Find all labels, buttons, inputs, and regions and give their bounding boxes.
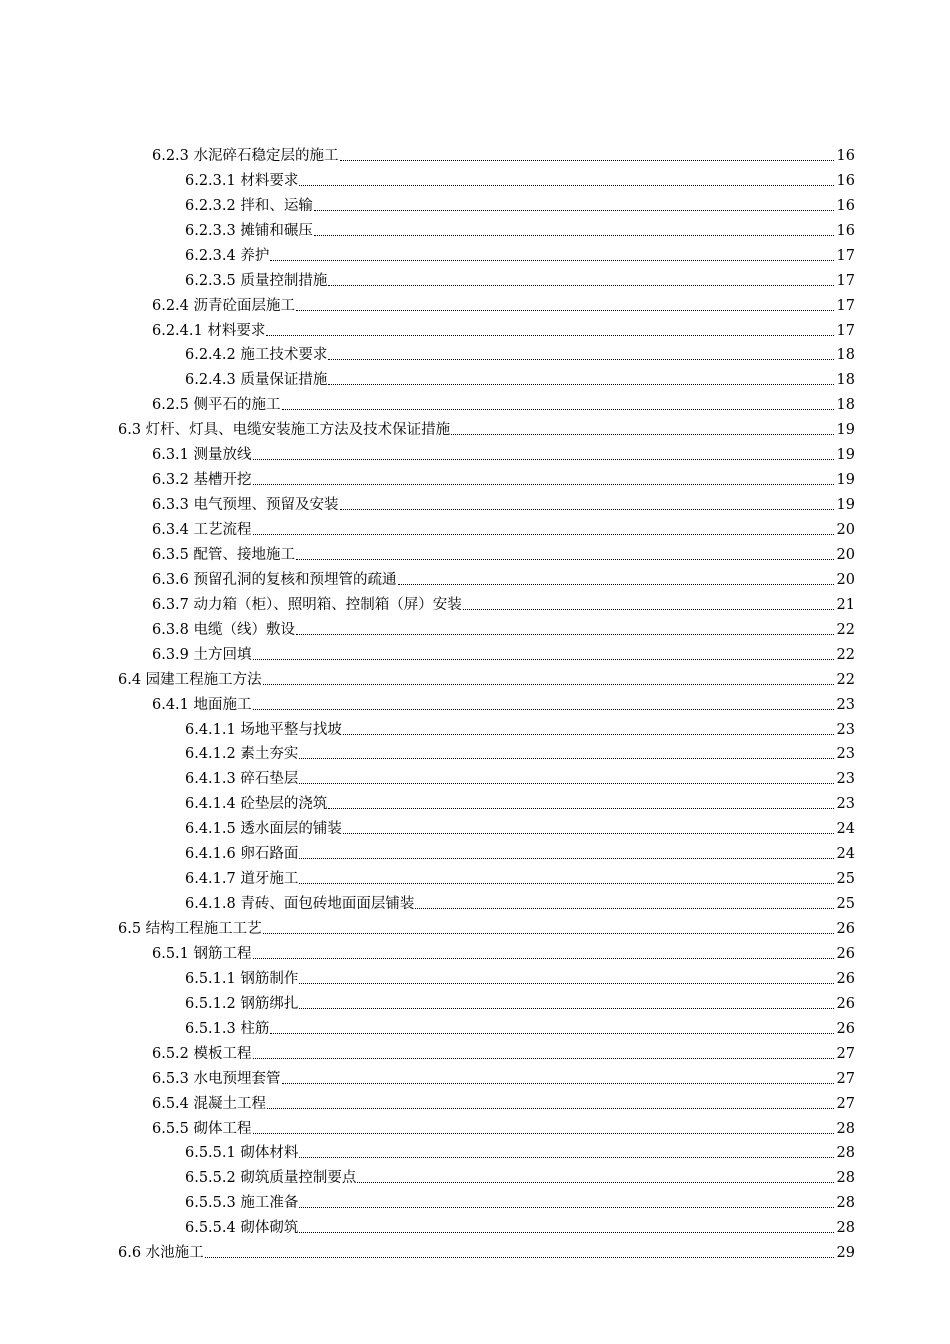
toc-dot-leader <box>328 807 834 809</box>
toc-dot-leader <box>415 907 834 909</box>
toc-entry[interactable] <box>0 191 950 216</box>
toc-entry-page-number: 17 <box>836 322 855 339</box>
toc-entry[interactable] <box>0 1163 950 1188</box>
toc-entry[interactable] <box>0 1014 950 1039</box>
toc-dot-leader <box>340 159 834 161</box>
toc-entry[interactable] <box>0 1114 950 1139</box>
toc-entry[interactable] <box>0 415 950 440</box>
toc-entry-title: 6.4.1.8 青砖、面包砖地面面层铺装 <box>185 896 415 913</box>
toc-dot-leader <box>328 358 834 360</box>
toc-entry[interactable] <box>0 690 950 715</box>
toc-entry-title: 6.3.1 测量放线 <box>152 447 252 464</box>
toc-entry-page-number: 22 <box>836 621 855 638</box>
toc-dot-leader <box>267 1107 834 1109</box>
toc-entry[interactable] <box>0 440 950 465</box>
toc-dot-leader <box>299 1156 834 1158</box>
toc-entry-page-number: 25 <box>836 896 855 913</box>
toc-entry-page-number: 16 <box>836 222 855 239</box>
toc-dot-leader <box>253 658 834 660</box>
toc-entry-title: 6.2.3 水泥碎石稳定层的施工 <box>152 147 339 164</box>
toc-entry[interactable] <box>0 1039 950 1064</box>
toc-entry[interactable] <box>0 241 950 266</box>
toc-entry[interactable] <box>0 1213 950 1238</box>
toc-entry[interactable] <box>0 341 950 366</box>
toc-entry[interactable] <box>0 1139 950 1164</box>
toc-dot-leader <box>282 1082 834 1084</box>
toc-entry-title: 6.4.1.2 素土夯实 <box>185 746 299 763</box>
toc-dot-leader <box>299 982 834 984</box>
toc-entry-page-number: 27 <box>836 1070 855 1087</box>
toc-dot-leader <box>296 558 834 560</box>
toc-entry-page-number: 23 <box>836 796 855 813</box>
toc-entry-page-number: 16 <box>836 147 855 164</box>
toc-entry-title: 6.5.5.1 砌体材料 <box>185 1145 299 1162</box>
toc-entry-title: 6.3.7 动力箱（柜）、照明箱、控制箱（屏）安装 <box>152 596 462 613</box>
toc-dot-leader <box>357 1181 834 1183</box>
toc-entry[interactable] <box>0 839 950 864</box>
toc-entry[interactable] <box>0 316 950 341</box>
toc-entry[interactable] <box>0 1089 950 1114</box>
toc-entry[interactable] <box>0 565 950 590</box>
toc-entry-title: 6.5.5 砌体工程 <box>152 1120 252 1137</box>
toc-dot-leader <box>340 508 834 510</box>
toc-entry-title: 6.4.1.5 透水面层的铺装 <box>185 821 342 838</box>
toc-dot-leader <box>266 334 834 336</box>
toc-entry-title: 6.3.5 配管、接地施工 <box>152 546 296 563</box>
toc-dot-leader <box>253 1132 834 1134</box>
toc-entry-title: 6.2.3.2 拌和、运输 <box>185 197 313 214</box>
toc-entry-title: 6.6 水池施工 <box>118 1245 204 1262</box>
toc-entry[interactable] <box>0 390 950 415</box>
toc-dot-leader <box>205 1256 834 1258</box>
toc-entry-title: 6.5.1.3 柱筋 <box>185 1020 270 1037</box>
toc-dot-leader <box>282 408 834 410</box>
toc-entry[interactable] <box>0 640 950 665</box>
toc-entry-page-number: 22 <box>836 646 855 663</box>
toc-entry-page-number: 25 <box>836 871 855 888</box>
toc-dot-leader <box>253 533 834 535</box>
toc-entry-title: 6.3.6 预留孔洞的复核和预埋管的疏通 <box>152 571 397 588</box>
toc-entry[interactable] <box>0 889 950 914</box>
toc-entry-page-number: 22 <box>836 671 855 688</box>
toc-dot-leader <box>299 782 834 784</box>
toc-entry-page-number: 19 <box>836 497 855 514</box>
toc-entry[interactable] <box>0 764 950 789</box>
toc-entry-title: 6.4.1.1 场地平整与找坡 <box>185 721 342 738</box>
toc-entry[interactable] <box>0 465 950 490</box>
toc-dot-leader <box>314 234 834 236</box>
toc-entry-page-number: 18 <box>836 347 855 364</box>
toc-entry-page-number: 18 <box>836 372 855 389</box>
toc-entry-title: 6.3.3 电气预埋、预留及安装 <box>152 497 339 514</box>
toc-entry-page-number: 17 <box>836 247 855 264</box>
toc-dot-leader <box>314 209 834 211</box>
toc-entry-title: 6.2.3.5 质量控制措施 <box>185 272 328 289</box>
table-of-contents <box>0 141 950 1263</box>
toc-entry[interactable] <box>0 365 950 390</box>
toc-entry-title: 6.5.1 钢筋工程 <box>152 945 252 962</box>
toc-entry[interactable] <box>0 1238 950 1263</box>
toc-entry-title: 6.4.1.4 砼垫层的浇筑 <box>185 796 328 813</box>
toc-entry[interactable] <box>0 1188 950 1213</box>
toc-entry-page-number: 27 <box>836 1045 855 1062</box>
toc-entry[interactable] <box>0 1064 950 1089</box>
toc-entry[interactable] <box>0 490 950 515</box>
toc-entry-title: 6.2.4 沥青砼面层施工 <box>152 297 296 314</box>
toc-entry-title: 6.4.1.7 道牙施工 <box>185 871 299 888</box>
toc-entry[interactable] <box>0 964 950 989</box>
toc-entry-title: 6.5.2 模板工程 <box>152 1045 252 1062</box>
toc-entry-page-number: 16 <box>836 197 855 214</box>
toc-entry[interactable] <box>0 989 950 1014</box>
toc-entry-title: 6.3.4 工艺流程 <box>152 522 252 538</box>
toc-entry-page-number: 21 <box>836 596 855 613</box>
toc-entry-title: 6.2.3.4 养护 <box>185 247 270 264</box>
toc-entry-title: 6.4.1.6 卵石路面 <box>185 846 299 863</box>
toc-entry-page-number: 28 <box>836 1145 855 1162</box>
toc-entry[interactable] <box>0 216 950 241</box>
toc-dot-leader <box>253 708 834 710</box>
toc-entry[interactable] <box>0 615 950 640</box>
toc-dot-leader <box>263 683 834 685</box>
toc-dot-leader <box>343 832 834 834</box>
toc-entry-title: 6.3.9 土方回填 <box>152 646 252 663</box>
toc-entry-title: 6.4 园建工程施工方法 <box>118 671 262 688</box>
toc-entry[interactable] <box>0 540 950 565</box>
toc-entry-title: 6.5.1.2 钢筋绑扎 <box>185 995 299 1012</box>
toc-entry-page-number: 26 <box>836 970 855 987</box>
toc-dot-leader <box>299 1007 834 1009</box>
toc-entry-page-number: 23 <box>836 696 855 713</box>
toc-entry[interactable] <box>0 166 950 191</box>
toc-dot-leader <box>299 1206 834 1208</box>
toc-dot-leader <box>463 608 834 610</box>
toc-dot-leader <box>270 259 834 261</box>
toc-entry-page-number: 26 <box>836 995 855 1012</box>
toc-dot-leader <box>253 483 834 485</box>
toc-entry[interactable] <box>0 814 950 839</box>
toc-entry-page-number: 20 <box>836 522 855 538</box>
toc-entry-page-number: 24 <box>836 846 855 863</box>
toc-entry-title: 6.5.5.4 砌体砌筑 <box>185 1220 299 1237</box>
toc-entry-page-number: 19 <box>836 447 855 464</box>
toc-entry-page-number: 20 <box>836 546 855 563</box>
toc-entry[interactable] <box>0 789 950 814</box>
toc-entry-title: 6.2.3.1 材料要求 <box>185 172 299 189</box>
toc-entry[interactable] <box>0 291 950 316</box>
toc-entry-page-number: 26 <box>836 921 855 937</box>
toc-entry-page-number: 28 <box>836 1170 855 1187</box>
toc-entry-title: 6.4.1 地面施工 <box>152 696 252 713</box>
toc-entry-page-number: 23 <box>836 746 855 763</box>
toc-entry-title: 6.5.4 混凝土工程 <box>152 1095 267 1112</box>
toc-entry[interactable] <box>0 939 950 964</box>
toc-entry-title: 6.5.5.2 砌筑质量控制要点 <box>185 1170 357 1187</box>
toc-entry[interactable] <box>0 515 950 540</box>
toc-entry-title: 6.4.1.3 碎石垫层 <box>185 771 299 788</box>
toc-entry-page-number: 20 <box>836 571 855 588</box>
toc-dot-leader <box>451 433 834 435</box>
toc-dot-leader <box>253 957 834 959</box>
toc-entry-page-number: 17 <box>836 297 855 314</box>
toc-dot-leader <box>299 757 834 759</box>
toc-entry-page-number: 26 <box>836 1020 855 1037</box>
toc-dot-leader <box>328 383 834 385</box>
toc-entry[interactable] <box>0 914 950 939</box>
toc-dot-leader <box>398 583 834 585</box>
toc-dot-leader <box>296 309 834 311</box>
toc-entry-page-number: 19 <box>836 422 855 439</box>
toc-entry[interactable] <box>0 141 950 166</box>
toc-dot-leader <box>299 857 834 859</box>
toc-entry-title: 6.5.1.1 钢筋制作 <box>185 970 299 987</box>
toc-entry-page-number: 26 <box>836 945 855 962</box>
toc-dot-leader <box>299 882 834 884</box>
toc-dot-leader <box>328 284 834 286</box>
toc-entry-title: 6.3.2 基槽开挖 <box>152 472 252 489</box>
toc-entry-title: 6.2.4.2 施工技术要求 <box>185 347 328 364</box>
toc-entry-page-number: 24 <box>836 821 855 838</box>
toc-entry-page-number: 29 <box>836 1245 855 1262</box>
toc-dot-leader <box>296 633 834 635</box>
toc-dot-leader <box>299 184 834 186</box>
toc-entry-page-number: 16 <box>836 172 855 189</box>
toc-entry-page-number: 28 <box>836 1195 855 1212</box>
toc-dot-leader <box>253 1057 834 1059</box>
toc-entry[interactable] <box>0 266 950 291</box>
toc-entry-title: 6.2.4.3 质量保证措施 <box>185 372 328 389</box>
toc-dot-leader <box>270 1032 834 1034</box>
toc-entry-page-number: 23 <box>836 721 855 738</box>
toc-entry-page-number: 18 <box>836 397 855 414</box>
toc-entry[interactable] <box>0 665 950 690</box>
toc-entry-title: 6.2.5 侧平石的施工 <box>152 397 281 414</box>
toc-entry[interactable] <box>0 715 950 740</box>
toc-entry-page-number: 23 <box>836 771 855 788</box>
toc-dot-leader <box>343 733 834 735</box>
toc-entry-title: 6.3.8 电缆（线）敷设 <box>152 621 296 638</box>
toc-dot-leader <box>299 1231 834 1233</box>
toc-entry[interactable] <box>0 590 950 615</box>
toc-entry-title: 6.5 结构工程施工工艺 <box>118 921 262 937</box>
toc-entry[interactable] <box>0 864 950 889</box>
toc-entry-title: 6.5.5.3 施工准备 <box>185 1195 299 1212</box>
toc-entry-title: 6.2.3.3 摊铺和碾压 <box>185 222 313 239</box>
toc-dot-leader <box>263 932 834 934</box>
toc-entry-page-number: 27 <box>836 1095 855 1112</box>
toc-entry-title: 6.2.4.1 材料要求 <box>152 322 266 339</box>
toc-entry[interactable] <box>0 740 950 765</box>
toc-entry-title: 6.3 灯杆、灯具、电缆安装施工方法及技术保证措施 <box>118 422 451 439</box>
toc-dot-leader <box>253 458 834 460</box>
toc-entry-page-number: 28 <box>836 1220 855 1237</box>
toc-entry-page-number: 28 <box>836 1120 855 1137</box>
toc-entry-title: 6.5.3 水电预埋套管 <box>152 1070 281 1087</box>
toc-entry-page-number: 19 <box>836 472 855 489</box>
toc-entry-page-number: 17 <box>836 272 855 289</box>
